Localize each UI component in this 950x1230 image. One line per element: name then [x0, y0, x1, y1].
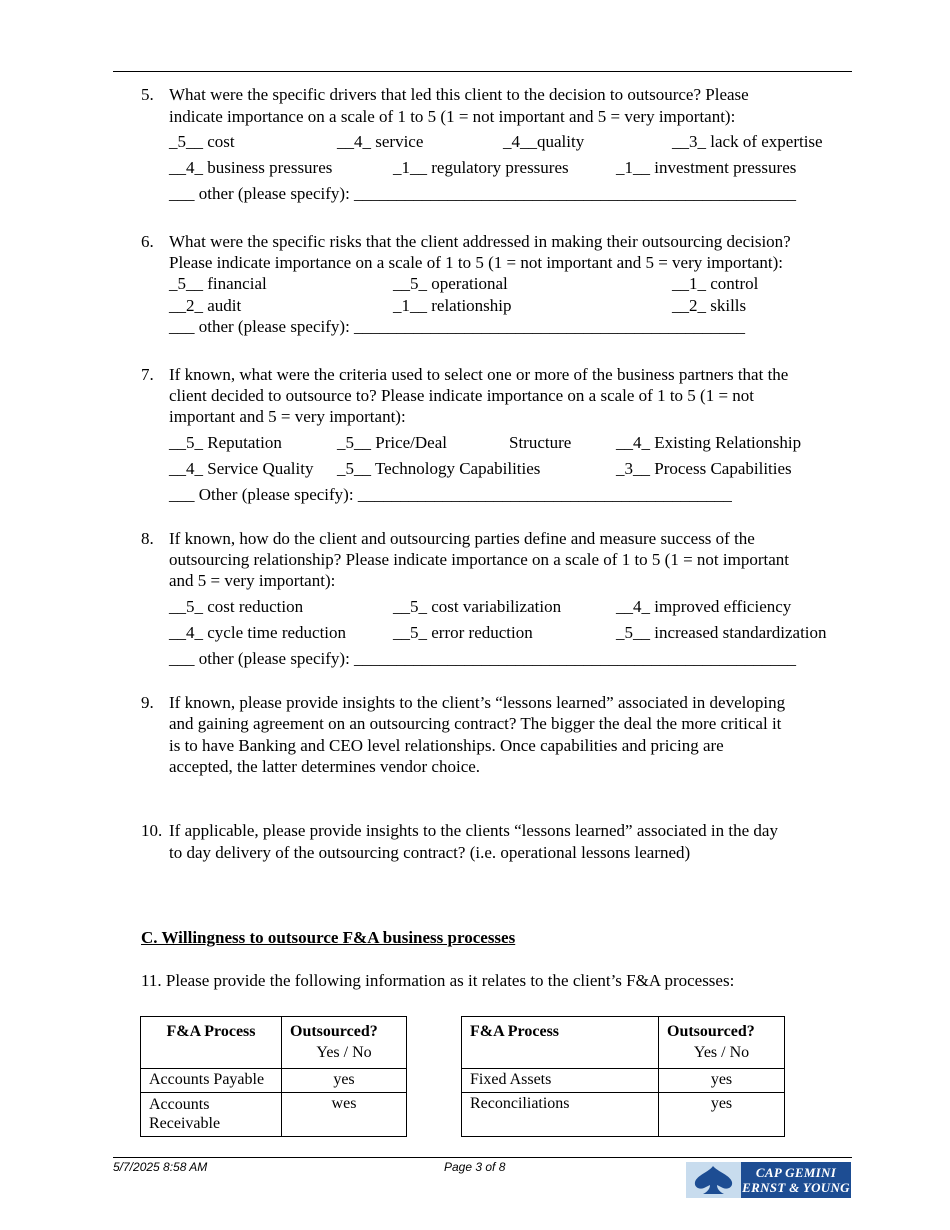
q8-option-cycle-time: __4_ cycle time reduction — [169, 623, 347, 642]
q10-number: 10. — [141, 821, 163, 840]
top-rule — [113, 71, 852, 72]
q5-line-2: indicate importance on a scale of 1 to 5 (1 = not important and 5 = very important): — [169, 107, 736, 126]
q10-line-1: If applicable, please provide insights to the clients “lessons learned” associated in the day — [169, 821, 778, 840]
q8-other: ___ other (please specify): ____________________________________________________ — [169, 649, 797, 668]
table-row — [462, 1093, 785, 1137]
q7-option-existing: __4_ Existing Relationship — [616, 433, 802, 452]
right-header-yes-no: Yes / No — [693, 1044, 750, 1061]
section-c-heading: C. Willingness to outsource F&A business processes — [141, 928, 516, 947]
q5-option-quality: _4__quality — [503, 132, 585, 151]
logo-line-1: CAP GEMINI — [755, 1165, 837, 1180]
q8-line-3: and 5 = very important): — [169, 571, 336, 590]
table-row — [141, 1093, 407, 1137]
logo-line-2: ERNST & YOUNG — [742, 1180, 850, 1195]
q5-number: 5. — [141, 85, 154, 104]
q7-line-2: client decided to outsource to? Please indicate importance on a scale of 1 to 5 (1 = not — [169, 386, 755, 405]
right-header-process: F&A Process — [462, 1017, 659, 1069]
q7-line-1: If known, what were the criteria used to select one or more of the business partners that the — [169, 365, 789, 384]
table-row — [462, 1069, 785, 1093]
q5-option-regulatory: _1__ regulatory pressures — [393, 158, 569, 177]
q8-option-cost-variabilization: __5_ cost variabilization — [393, 597, 562, 616]
q9-number: 9. — [141, 693, 154, 712]
q6-option-control: __1_ control — [672, 274, 759, 293]
q8-option-standardization: _5__ increased standardization — [616, 623, 827, 642]
q6-option-audit: __2_ audit — [169, 296, 242, 315]
right-header-outsourced — [659, 1017, 785, 1069]
left-header-outsourced — [282, 1017, 407, 1069]
q9-line-3: is to have Banking and CEO level relationships. Once capabilities and pricing are — [169, 736, 724, 755]
q5-option-investment: _1__ investment pressures — [616, 158, 797, 177]
q9-line-1: If known, please provide insights to the client’s “lessons learned” associated in developing — [169, 693, 786, 712]
spade-logo-icon — [686, 1162, 741, 1198]
q9-line-4: accepted, the latter determines vendor choice. — [169, 757, 481, 776]
q7-option-structure: Structure — [509, 433, 572, 452]
q7-option-price: _5__ Price/Deal — [337, 433, 447, 452]
q6-other: ___ other (please specify): ______________________________________________ — [169, 317, 746, 336]
q8-option-efficiency: __4_ improved efficiency — [616, 597, 792, 616]
logo-text — [741, 1165, 851, 1195]
q6-option-relationship: _1__ relationship — [393, 296, 512, 315]
left-header-process: F&A Process — [141, 1017, 282, 1069]
left-header-outsourced-label: Outsourced? — [290, 1023, 378, 1040]
left-row-2-value: wes — [282, 1093, 407, 1137]
q7-number: 7. — [141, 365, 154, 384]
q11-text: 11. Please provide the following information as it relates to the client’s F&A processes: — [141, 971, 735, 990]
q6-option-financial: _5__ financial — [169, 274, 267, 293]
table-row — [141, 1069, 407, 1093]
q5-option-business: __4_ business pressures — [169, 158, 333, 177]
q6-line-2: Please indicate importance on a scale of 1 to 5 (1 = not important and 5 = very important): — [169, 253, 784, 272]
q7-line-3: important and 5 = very important): — [169, 407, 406, 426]
fa-table-left — [140, 1016, 407, 1137]
fa-table-right — [461, 1016, 785, 1137]
q7-option-process: _3__ Process Capabilities — [616, 459, 792, 478]
cap-gemini-logo — [686, 1162, 851, 1198]
left-header-yes-no: Yes / No — [316, 1044, 372, 1061]
footer-date: 5/7/2025 8:58 AM — [113, 1160, 208, 1174]
q6-option-skills: __2_ skills — [672, 296, 747, 315]
q7-option-service-quality: __4_ Service Quality — [169, 459, 314, 478]
q10-line-2: to day delivery of the outsourcing contract? (i.e. operational lessons learned) — [169, 843, 691, 862]
q9-line-2: and gaining agreement on an outsourcing contract? The bigger the deal the more critical it — [169, 714, 782, 733]
q8-number: 8. — [141, 529, 154, 548]
q5-line-1: What were the specific drivers that led this client to the decision to outsource? Please — [169, 85, 749, 104]
q5-option-cost: _5__ cost — [169, 132, 235, 151]
q5-option-service: __4_ service — [337, 132, 424, 151]
right-row-2-process: Reconciliations — [462, 1093, 659, 1137]
q8-line-2: outsourcing relationship? Please indicate importance on a scale of 1 to 5 (1 = not important — [169, 550, 790, 569]
right-row-1-process: Fixed Assets — [462, 1069, 659, 1093]
left-row-2-process: Accounts Receivable — [141, 1093, 282, 1137]
q5-option-expertise: __3_ lack of expertise — [672, 132, 823, 151]
q5-other: ___ other (please specify): ____________________________________________________ — [169, 184, 797, 203]
q7-other: ___ Other (please specify): ____________________________________________ — [169, 485, 732, 504]
footer-rule — [113, 1157, 852, 1158]
q7-option-reputation: __5_ Reputation — [169, 433, 282, 452]
q6-line-1: What were the specific risks that the client addressed in making their outsourcing decision? — [169, 232, 791, 251]
left-row-1-value: yes — [282, 1069, 407, 1093]
q6-option-operational: __5_ operational — [393, 274, 508, 293]
q8-option-error: __5_ error reduction — [393, 623, 533, 642]
q7-option-technology: _5__ Technology Capabilities — [337, 459, 541, 478]
right-row-2-value: yes — [659, 1093, 785, 1137]
q8-line-1: If known, how do the client and outsourcing parties define and measure success of the — [169, 529, 755, 548]
right-header-outsourced-label: Outsourced? — [667, 1023, 755, 1040]
footer-page: Page 3 of 8 — [444, 1160, 506, 1174]
q8-option-cost-reduction: __5_ cost reduction — [169, 597, 304, 616]
q6-number: 6. — [141, 232, 154, 251]
right-row-1-value: yes — [659, 1069, 785, 1093]
left-row-1-process: Accounts Payable — [141, 1069, 282, 1093]
